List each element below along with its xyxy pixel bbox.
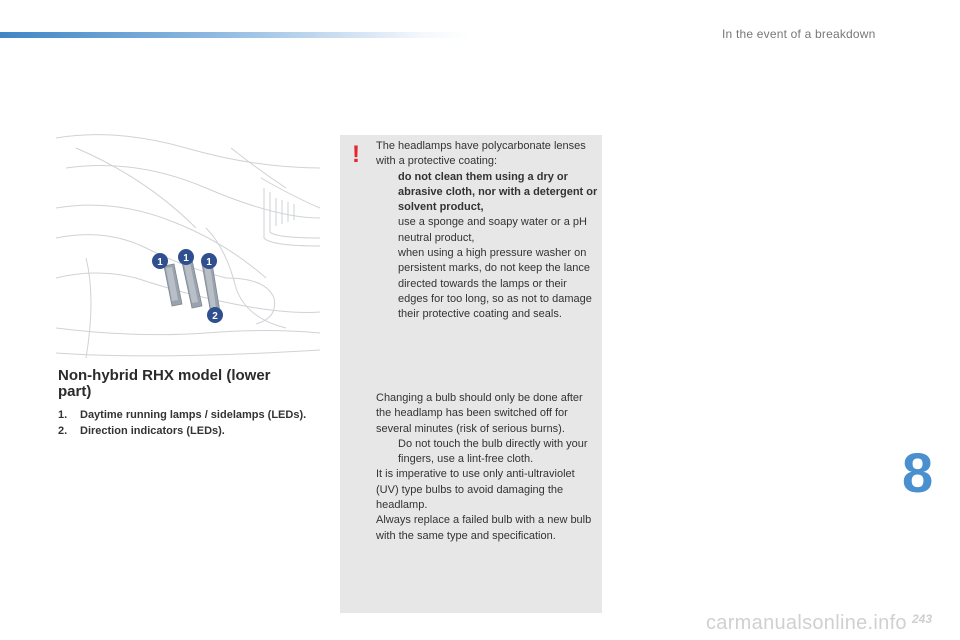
callout-1a-label: 1 xyxy=(157,257,163,268)
callout-2-label: 2 xyxy=(212,311,218,322)
chapter-title: In the event of a breakdown xyxy=(722,27,876,41)
bulb-info-bullet xyxy=(376,437,598,468)
bulb-info-bullet-text: Do not touch the bulb directly with your fingers, use a lint-free cloth. xyxy=(398,437,588,466)
legend-item xyxy=(58,408,308,423)
section-heading-line2: part) xyxy=(58,383,92,400)
bulb-info-intro: Changing a bulb should only be done after the headlamp has been switched off for several minutes (risk of serious burns). xyxy=(376,392,583,435)
warning-bullet-text: use a sponge and soapy water or a pH neutral product, xyxy=(398,216,587,244)
callout-marker-1a xyxy=(152,253,168,269)
callout-marker-1c xyxy=(201,253,217,269)
bulb-info-para1: It is imperative to use only anti-ultraviolet (UV) type bulbs to avoid damaging the headlamp. xyxy=(376,468,575,512)
page-number: 243 xyxy=(912,612,933,626)
warning-bullet xyxy=(376,246,598,322)
warning-bullet xyxy=(376,170,598,216)
info-panel xyxy=(340,135,602,613)
warning-bullet xyxy=(376,215,598,246)
bulb-info-para2: Always replace a failed bulb with a new bulb with the same type and specification. xyxy=(376,514,592,542)
legend-number: 1. xyxy=(58,409,68,421)
callout-1c-label: 1 xyxy=(206,257,212,268)
warning-bullet-text: do not clean them using a dry or abrasive cloth, nor with a detergent or solvent product, xyxy=(398,170,598,214)
section-heading xyxy=(58,368,308,400)
chapter-number: 8 xyxy=(902,441,934,504)
warning-intro: The headlamps have polycarbonate lenses with a protective coating: xyxy=(376,140,586,168)
header-accent-bar xyxy=(0,32,470,38)
legend-text: Direction indicators (LEDs). xyxy=(80,425,225,437)
legend-text: Daytime running lamps / sidelamps (LEDs). xyxy=(80,409,307,421)
bulb-info-block xyxy=(376,391,598,544)
callout-marker-2 xyxy=(207,307,223,323)
legend-item xyxy=(58,424,308,439)
lower-bumper-illustration xyxy=(56,128,320,360)
watermark: carmanualsonline.info xyxy=(706,612,907,634)
callout-1b-label: 1 xyxy=(183,253,189,264)
warning-bullet-text: when using a high pressure washer on persistent marks, do not keep the lance directed towards the lamps or their edges for too long, so as not to damage their protective coating and seals. xyxy=(398,247,592,321)
legend-list xyxy=(58,408,308,440)
warning-icon: ! xyxy=(352,141,360,168)
section-heading-line1: Non-hybrid RHX model (lower xyxy=(58,367,271,384)
warning-block xyxy=(376,139,598,323)
legend-number: 2. xyxy=(58,425,68,437)
callout-marker-1b xyxy=(178,249,194,265)
